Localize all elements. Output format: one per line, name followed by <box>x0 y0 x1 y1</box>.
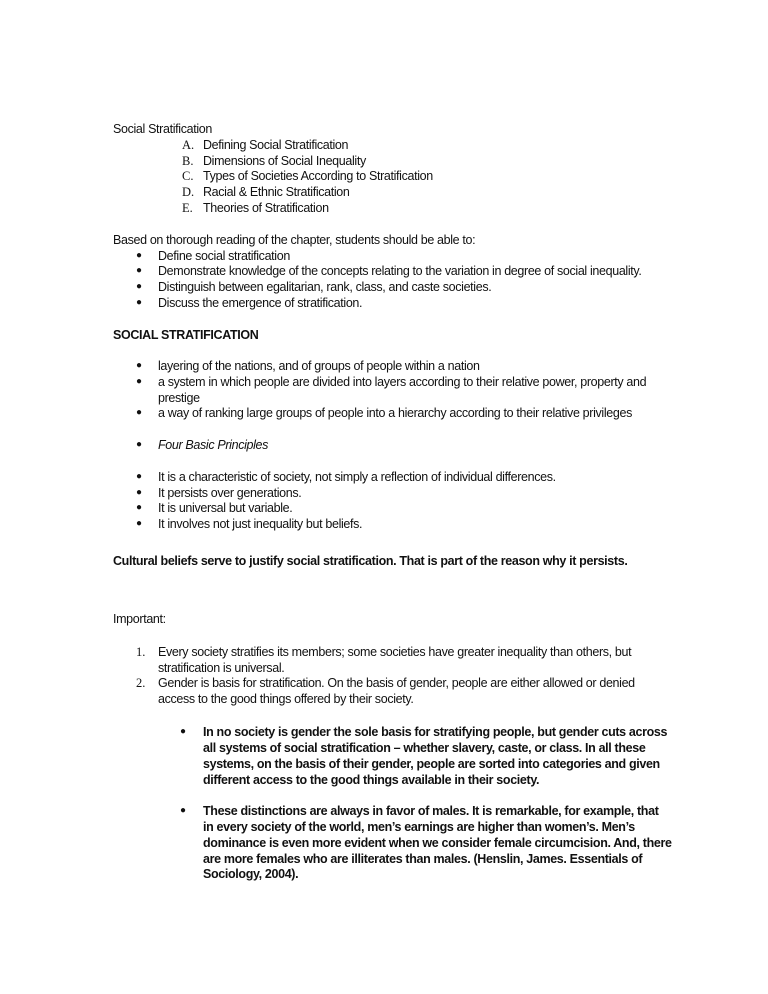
subpoint-line: Sociology, 2004). <box>203 867 299 881</box>
numbered-item-line: Gender is basis for stratification. On the basis of gender, people are either allowed or denied <box>158 676 635 690</box>
subpoint-line: all systems of social stratification – whether slavery, caste, or class. In all these <box>203 741 646 755</box>
subpoint-line: different access to the good things available in their society. <box>203 773 540 787</box>
bullet-icon: ● <box>136 360 142 371</box>
outline-item: Racial & Ethnic Stratification <box>203 185 350 199</box>
numbered-marker: 1. <box>136 645 146 659</box>
outline-title: Social Stratification <box>113 122 212 136</box>
objective-item: Distinguish between egalitarian, rank, class, and caste societies. <box>158 280 492 294</box>
bullet-icon: ● <box>136 518 142 529</box>
objective-item: Discuss the emergence of stratification. <box>158 296 363 310</box>
outline-item: Theories of Stratification <box>203 201 329 215</box>
principle-item: It involves not just inequality but beliefs. <box>158 517 363 531</box>
objective-item: Demonstrate knowledge of the concepts relating to the variation in degree of social inequality. <box>158 264 642 278</box>
bullet-icon: ● <box>136 265 142 276</box>
subpoint-line: are more females who are illiterates than males. (Henslin, James. Essentials of <box>203 852 643 866</box>
bullet-icon: ● <box>136 502 142 513</box>
subpoint-line: systems, on the basis of their gender, people are sorted into categories and given <box>203 757 660 771</box>
principle-item: It is a characteristic of society, not simply a reflection of individual differences. <box>158 470 556 484</box>
objective-item: Define social stratification <box>158 249 290 263</box>
subpoint-line: dominance is even more evident when we consider female circumcision. And, there <box>203 836 672 850</box>
numbered-item-line: access to the good things offered by their society. <box>158 692 414 706</box>
subpoint-line: in every society of the world, men’s earnings are higher than women’s. Men’s <box>203 820 635 834</box>
bullet-icon: ● <box>136 487 142 498</box>
definition-item: a way of ranking large groups of people into a hierarchy according to their relative privileges <box>158 406 632 420</box>
numbered-item-line: Every society stratifies its members; some societies have greater inequality than others, but <box>158 645 632 659</box>
important-label: Important: <box>113 612 166 626</box>
outline-letter: D. <box>182 185 195 199</box>
outline-letter: B. <box>182 154 194 168</box>
bullet-icon: ● <box>136 407 142 418</box>
bullet-icon: ● <box>180 726 186 737</box>
conclusion-text: Cultural beliefs serve to justify social stratification. That is part of the reason why it persists. <box>113 554 628 568</box>
definition-item-continued: prestige <box>158 391 200 405</box>
bullet-icon: ● <box>136 471 142 482</box>
outline-letter: C. <box>182 169 194 183</box>
bullet-icon: ● <box>180 805 186 816</box>
principles-label: Four Basic Principles <box>158 438 269 452</box>
section-heading: SOCIAL STRATIFICATION <box>113 328 259 342</box>
outline-letter: A. <box>182 138 195 152</box>
bullet-icon: ● <box>136 281 142 292</box>
principle-item: It is universal but variable. <box>158 501 293 515</box>
numbered-item-line: stratification is universal. <box>158 661 285 675</box>
outline-item: Dimensions of Social Inequality <box>203 154 366 168</box>
subpoint-line: These distinctions are always in favor of males. It is remarkable, for example, that <box>203 804 659 818</box>
definition-item: a system in which people are divided into layers according to their relative power, property and <box>158 375 647 389</box>
bullet-icon: ● <box>136 250 142 261</box>
bullet-icon: ● <box>136 376 142 387</box>
definition-item: layering of the nations, and of groups of people within a nation <box>158 359 480 373</box>
outline-item: Types of Societies According to Stratification <box>203 169 433 183</box>
outline-letter: E. <box>182 201 193 215</box>
subpoint-line: In no society is gender the sole basis for stratifying people, but gender cuts across <box>203 725 668 739</box>
bullet-icon: ● <box>136 297 142 308</box>
outline-item: Defining Social Stratification <box>203 138 349 152</box>
principle-item: It persists over generations. <box>158 486 302 500</box>
objectives-intro: Based on thorough reading of the chapter, students should be able to: <box>113 233 476 247</box>
bullet-icon: ● <box>136 439 142 450</box>
numbered-marker: 2. <box>136 676 146 690</box>
